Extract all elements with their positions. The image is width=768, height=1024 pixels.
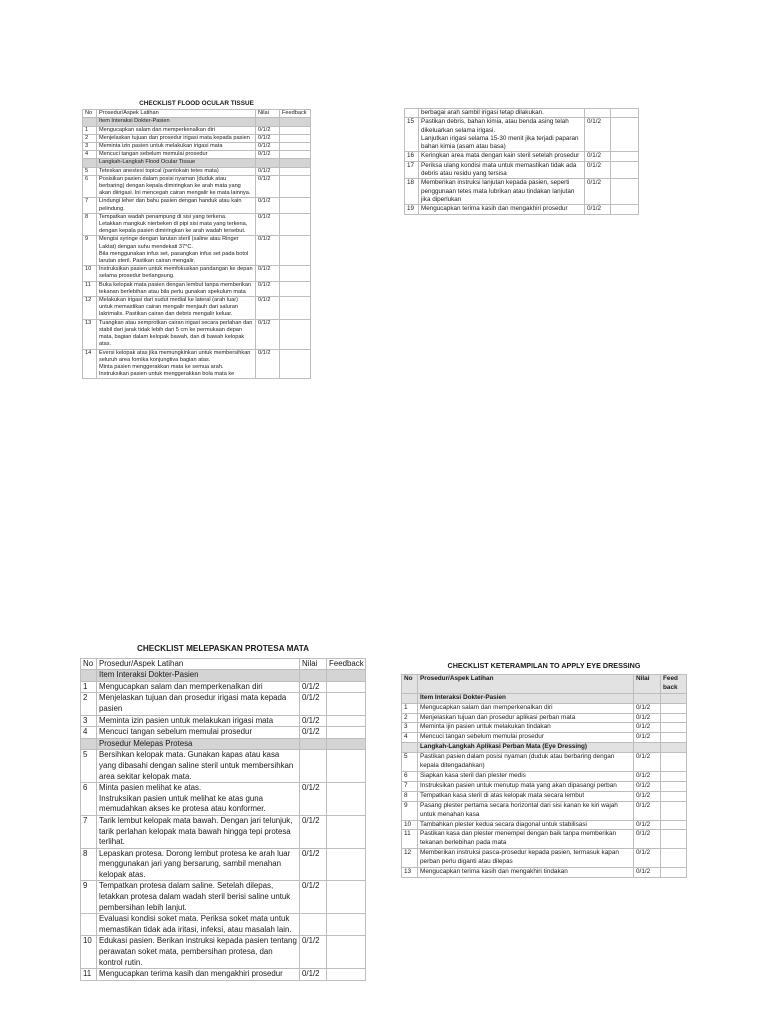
score-value: 0/1/2 — [256, 126, 280, 134]
score-value: 0/1/2 — [300, 727, 327, 739]
procedure-text: Tempatkan kasa steril di atas kelopak mata secara lembut — [418, 791, 634, 801]
feedback-cell — [327, 681, 366, 693]
feedback-cell — [661, 753, 687, 772]
table-row — [405, 152, 639, 161]
score-value: 0/1/2 — [256, 281, 280, 296]
row-number: 4 — [83, 151, 97, 159]
row-number: 6 — [402, 771, 418, 781]
flood-title: CHECKLIST FLOOD OCULAR TISSUE — [139, 100, 254, 107]
procedure-text: Menjelaskan tujuan dan prosedur aplikasi perban mata — [418, 713, 634, 723]
score-value: 0/1/2 — [300, 715, 327, 727]
row-number: 12 — [83, 297, 97, 320]
row-number: 2 — [81, 693, 97, 715]
feedback-cell — [661, 743, 687, 753]
procedure-text: Mencuci tangan sebelum memulai prosedur — [418, 733, 634, 743]
table-row — [402, 849, 687, 868]
table-row — [402, 771, 687, 781]
feedback-cell — [280, 297, 311, 320]
row-number: 4 — [402, 733, 418, 743]
row-number: 14 — [83, 349, 97, 379]
score-value: 0/1/2 — [634, 753, 661, 772]
score-value — [300, 738, 327, 750]
score-value — [634, 693, 661, 703]
table-row — [81, 914, 366, 936]
procedure-text: Mencuci tangan sebelum memulai prosedur — [97, 151, 256, 159]
row-number: 6 — [81, 783, 97, 816]
column-header: No — [81, 658, 97, 670]
table-row — [83, 236, 311, 266]
feedback-cell — [280, 126, 311, 134]
row-number: 15 — [405, 118, 419, 152]
feedback-cell — [661, 849, 687, 868]
row-number — [402, 693, 418, 703]
dressing-title: CHECKLIST KETERAMPILAN TO APPLY EYE DRESSING — [447, 661, 641, 670]
feedback-cell — [661, 801, 687, 820]
score-value: 0/1/2 — [300, 969, 327, 981]
column-header: Feed back — [661, 674, 687, 693]
section-row — [81, 670, 366, 682]
table-row — [83, 134, 311, 142]
procedure-text: Evaluasi kondisi soket mata. Periksa soket mata untuk memastikan tidak ada iritasi, infeksi, atau masalah lain. — [97, 914, 300, 936]
procedure-text: Eversi kelopak atas jika memungkinkan untuk membersihkan seluruh area fornika konjungtiva bagian atas. Minta pasien menggerakkan mata ke semua arah. Instruksikan pasien untuk menggerakkan bola mata ke — [97, 349, 256, 379]
feedback-cell — [280, 159, 311, 167]
feedback-cell — [327, 848, 366, 881]
feedback-cell — [327, 727, 366, 739]
row-number: 7 — [402, 781, 418, 791]
feedback-cell — [661, 693, 687, 703]
score-value: 0/1/2 — [256, 167, 280, 175]
table-row — [83, 151, 311, 159]
score-value: 0/1/2 — [585, 179, 611, 205]
score-value: 0/1/2 — [300, 936, 327, 969]
table-row — [83, 143, 311, 151]
procedure-text: Pasang plester pertama secara horizontal dari sisi kanan ke kiri wajah untuk menahan kasa — [418, 801, 634, 820]
score-value: 0/1/2 — [634, 781, 661, 791]
section-row — [83, 118, 311, 126]
score-value: 0/1/2 — [634, 849, 661, 868]
procedure-text: Mengucapkan terima kasih dan mengakhiri prosedur — [419, 205, 585, 214]
row-number: 7 — [83, 198, 97, 213]
procedure-text: Langkah-Langkah Flood Ocular Tissue — [97, 159, 256, 167]
procedure-text: berbagai arah sambil irigasi tetap dilakukan. — [419, 109, 585, 118]
score-value: 0/1/2 — [585, 161, 611, 179]
procedure-text: Posisikan pasien dalam posisi nyaman (duduk atau berbaring) dengan kepala dimiringkan ke arah mata yang akan diirigasi. Ini mencegah cairan mengalir ke mata lainnya. — [97, 175, 256, 198]
score-value: 0/1/2 — [634, 791, 661, 801]
feedback-cell — [661, 791, 687, 801]
score-value: 0/1/2 — [634, 723, 661, 733]
procedure-text: Bersihkan kelopak mata. Gunakan kapas atau kasa yang dibasahi dengan saline steril untuk membersihkan area sekitar kelopak mata. — [97, 750, 300, 783]
score-value: 0/1/2 — [300, 815, 327, 848]
table-row — [83, 266, 311, 281]
table-row — [402, 820, 687, 830]
procedure-text: Edukasi pasien. Berikan instruksi kepada pasien tentang perawatan soket mata, pembersihan protesa, dan kontrol rutin. — [97, 936, 300, 969]
table-row — [83, 175, 311, 198]
row-number: 8 — [81, 848, 97, 881]
feedback-cell — [661, 830, 687, 849]
procedure-text: Item Interaksi Dokter-Pasien — [97, 670, 300, 682]
feedback-cell — [661, 703, 687, 713]
row-number: 5 — [83, 167, 97, 175]
column-header: Nilai — [634, 674, 661, 693]
score-value: 0/1/2 — [256, 198, 280, 213]
feedback-cell — [280, 319, 311, 349]
table-row — [402, 801, 687, 820]
score-value: 0/1/2 — [634, 771, 661, 781]
flood-checklist — [82, 100, 311, 379]
procedure-text: Item Interaksi Dokter-Pasien — [97, 118, 256, 126]
feedback-cell — [280, 151, 311, 159]
score-value: 0/1/2 — [585, 205, 611, 214]
procedure-text: Tarik lembut kelopak mata bawah. Dengan jari telunjuk, tarik perlahan kelopak mata bawah hingga tepi protesa terlihat. — [97, 815, 300, 848]
feedback-cell — [327, 783, 366, 816]
procedure-text: Tuangkan atau semprotkan cairan irigasi secara perlahan dan stabil dari jarak tidak lebih dari 5 cm ke permukaan depan mata, bagian dalam kelopak bawah, dan di bawah kelopak atas. — [97, 319, 256, 349]
feedback-cell — [280, 349, 311, 379]
row-number: 16 — [405, 152, 419, 161]
row-number: 8 — [83, 213, 97, 236]
feedback-cell — [327, 693, 366, 715]
procedure-text: Melakukan irigasi dari sudut medial ke lateral (arah luar) untuk memastikan cairan mengalir menjauh dari saluran lakrimalis. Pastikan cairan dan debris mengalir keluar. — [97, 297, 256, 320]
column-header: Nilai — [300, 658, 327, 670]
score-value: 0/1/2 — [634, 703, 661, 713]
feedback-cell — [661, 733, 687, 743]
feedback-cell — [327, 969, 366, 981]
table-row — [83, 349, 311, 379]
score-value: 0/1/2 — [634, 733, 661, 743]
feedback-cell — [327, 738, 366, 750]
row-number: 3 — [402, 723, 418, 733]
row-number: 19 — [405, 205, 419, 214]
score-value: 0/1/2 — [256, 349, 280, 379]
section-row — [81, 738, 366, 750]
flood-continuation-table — [404, 108, 639, 215]
row-number: 1 — [83, 126, 97, 134]
row-number: 3 — [83, 143, 97, 151]
score-value — [256, 159, 280, 167]
table-row — [402, 781, 687, 791]
table-row — [402, 733, 687, 743]
header-row — [83, 110, 311, 118]
score-value: 0/1/2 — [256, 297, 280, 320]
table-row — [81, 881, 366, 914]
feedback-cell — [327, 936, 366, 969]
score-value: 0/1/2 — [256, 213, 280, 236]
flood-continuation — [404, 108, 639, 215]
score-value: 0/1/2 — [256, 151, 280, 159]
score-value: 0/1/2 — [585, 118, 611, 152]
row-number — [405, 109, 419, 118]
procedure-text: Prosedur Melepas Protesa — [97, 738, 300, 750]
table-row — [83, 281, 311, 296]
score-value: 0/1/2 — [300, 681, 327, 693]
table-row — [83, 198, 311, 213]
feedback-cell — [280, 118, 311, 126]
procedure-text: Mengucapkan salam dan memperkenalkan diri — [97, 126, 256, 134]
score-value — [634, 743, 661, 753]
procedure-text: Periksa ulang kondisi mata untuk memastikan tidak ada debris atau residu yang tersisa — [419, 161, 585, 179]
procedure-text: Mengucapkan salam dan memperkenalkan diri — [97, 681, 300, 693]
table-row — [402, 753, 687, 772]
section-row — [83, 159, 311, 167]
row-number — [81, 670, 97, 682]
table-row — [83, 126, 311, 134]
score-value — [256, 118, 280, 126]
feedback-cell — [611, 179, 639, 205]
row-number: 18 — [405, 179, 419, 205]
table-row — [83, 319, 311, 349]
score-value: 0/1/2 — [256, 236, 280, 266]
row-number: 8 — [402, 791, 418, 801]
score-value: 0/1/2 — [300, 783, 327, 816]
score-value: 0/1/2 — [634, 820, 661, 830]
feedback-cell — [611, 161, 639, 179]
column-header: No — [83, 110, 97, 118]
row-number: 11 — [83, 281, 97, 296]
feedback-cell — [327, 715, 366, 727]
procedure-text: Menjelaskan tujuan dan prosedur irigasi mata kepada pasien — [97, 134, 256, 142]
procedure-text: Lindungi leher dan bahu pasien dengan handuk atau kain pelindung. — [97, 198, 256, 213]
procedure-text: Meminta izin pasien untuk melakukan irigasi mata — [97, 715, 300, 727]
score-value: 0/1/2 — [300, 693, 327, 715]
header-row — [402, 674, 687, 693]
feedback-cell — [280, 143, 311, 151]
procedure-text: Mengisi syringe dengan larutan steril (saline atau Ringer Laktat) dengan suhu mendekati 37°C. Bila menggunakan infus set, pasangkan infus set pada botol larutan steril. Pastikan cairan mengalir. — [97, 236, 256, 266]
feedback-cell — [280, 213, 311, 236]
table-row — [81, 681, 366, 693]
procedure-text: Siapkan kasa steril dan plester medis — [418, 771, 634, 781]
procedure-text: Pastikan debris, bahan kimia, atau benda asing telah dikeluarkan selama irigasi. Lanjutkan irigasi selama 15-30 menit jika terjadi paparan bahan kimia (asam atau basa) — [419, 118, 585, 152]
procedure-text: Mencuci tangan sebelum memulai prosedur — [97, 727, 300, 739]
procedure-text: Mengucapkan terima kasih dan mengakhiri tindakan — [418, 868, 634, 878]
column-header: Prosedur/Aspek Latihan — [418, 674, 634, 693]
table-row — [81, 727, 366, 739]
dressing-checklist — [401, 662, 687, 878]
row-number: 9 — [83, 236, 97, 266]
procedure-text: Menjelaskan tujuan dan prosedur irigasi mata kepada pasien — [97, 693, 300, 715]
score-value: 0/1/2 — [300, 881, 327, 914]
score-value: 0/1/2 — [256, 175, 280, 198]
column-header: Prosedur/Aspek Latihan — [97, 658, 300, 670]
score-value — [300, 914, 327, 936]
feedback-cell — [327, 670, 366, 682]
feedback-cell — [661, 868, 687, 878]
score-value: 0/1/2 — [256, 319, 280, 349]
table-row — [405, 161, 639, 179]
feedback-cell — [280, 134, 311, 142]
procedure-text: Tambahkan plester kedua secara diagonal untuk stabilisasi — [418, 820, 634, 830]
table-row — [81, 848, 366, 881]
row-number: 6 — [83, 175, 97, 198]
procedure-text: Buka kelopak mata pasien dengan lembut tanpa memberikan tekanan berlebihan atau bila perlu gunakan spekulum mata — [97, 281, 256, 296]
protesa-checklist — [80, 644, 366, 981]
score-value: 0/1/2 — [634, 830, 661, 849]
score-value: 0/1/2 — [634, 713, 661, 723]
score-value: 0/1/2 — [585, 152, 611, 161]
dressing-table — [401, 674, 687, 878]
column-header: Nilai — [256, 110, 280, 118]
table-row — [405, 109, 639, 118]
table-row — [405, 205, 639, 214]
score-value: 0/1/2 — [634, 868, 661, 878]
table-row — [405, 179, 639, 205]
score-value: 0/1/2 — [634, 801, 661, 820]
protesa-table — [80, 658, 366, 981]
feedback-cell — [327, 750, 366, 783]
column-header: No — [402, 674, 418, 693]
feedback-cell — [611, 205, 639, 214]
feedback-cell — [280, 167, 311, 175]
row-number: 4 — [81, 727, 97, 739]
row-number: 1 — [402, 703, 418, 713]
table-row — [83, 213, 311, 236]
feedback-cell — [280, 266, 311, 281]
procedure-text: Langkah-Langkah Aplikasi Perban Mata (Eye Dressing) — [418, 743, 634, 753]
feedback-cell — [280, 175, 311, 198]
feedback-cell — [611, 118, 639, 152]
table-row — [81, 750, 366, 783]
feedback-cell — [661, 820, 687, 830]
flood-table — [82, 109, 311, 379]
section-row — [402, 743, 687, 753]
row-number: 1 — [81, 681, 97, 693]
table-row — [81, 969, 366, 981]
procedure-text: Tempatkan wadah penampung di sisi yang terkena. Letakkan mangkuk nierbeken di pipi sisi mata yang terkena, dengan kepala pasien dimiringkan ke arah wadah tersebut. — [97, 213, 256, 236]
feedback-cell — [280, 198, 311, 213]
table-row — [405, 118, 639, 152]
table-row — [81, 693, 366, 715]
section-row — [402, 693, 687, 703]
row-number — [402, 743, 418, 753]
feedback-cell — [611, 109, 639, 118]
row-number: 10 — [81, 936, 97, 969]
table-row — [402, 713, 687, 723]
procedure-text: Lepaskan protesa. Dorong lembut protesa ke arah luar menggunakan jari yang bersarung, sambil menahan kelopak atas. — [97, 848, 300, 881]
score-value — [585, 109, 611, 118]
column-header: Feedback — [327, 658, 366, 670]
feedback-cell — [327, 815, 366, 848]
header-row — [81, 658, 366, 670]
table-row — [83, 167, 311, 175]
row-number — [83, 159, 97, 167]
row-number: 2 — [83, 134, 97, 142]
feedback-cell — [280, 236, 311, 266]
score-value: 0/1/2 — [300, 848, 327, 881]
row-number: 10 — [402, 820, 418, 830]
row-number — [83, 118, 97, 126]
procedure-text: Instruksikan pasien untuk menutup mata yang akan dipasangi perban — [418, 781, 634, 791]
feedback-cell — [280, 281, 311, 296]
column-header: Prosedur/Aspek Latihan — [97, 110, 256, 118]
feedback-cell — [327, 881, 366, 914]
row-number: 2 — [402, 713, 418, 723]
feedback-cell — [661, 723, 687, 733]
procedure-text: Mengucapkan terima kasih dan mengakhiri prosedur — [97, 969, 300, 981]
row-number — [81, 914, 97, 936]
procedure-text: Instruksikan pasien untuk memfokuskan pandangan ke depan selama prosedur berlangsung. — [97, 266, 256, 281]
procedure-text: Keringkan area mata dengan kain steril setelah prosedur — [419, 152, 585, 161]
score-value: 0/1/2 — [256, 134, 280, 142]
table-row — [402, 868, 687, 878]
table-row — [81, 815, 366, 848]
feedback-cell — [661, 713, 687, 723]
row-number: 9 — [81, 881, 97, 914]
table-row — [81, 783, 366, 816]
score-value — [300, 750, 327, 783]
table-row — [402, 830, 687, 849]
feedback-cell — [661, 781, 687, 791]
table-row — [402, 703, 687, 713]
row-number: 5 — [81, 750, 97, 783]
feedback-cell — [611, 152, 639, 161]
row-number: 9 — [402, 801, 418, 820]
score-value — [300, 670, 327, 682]
protesa-title: CHECKLIST MELEPASKAN PROTESA MATA — [136, 644, 310, 653]
row-number: 13 — [83, 319, 97, 349]
row-number: 5 — [402, 753, 418, 772]
table-row — [81, 936, 366, 969]
row-number: 7 — [81, 815, 97, 848]
score-value: 0/1/2 — [256, 143, 280, 151]
row-number: 12 — [402, 849, 418, 868]
procedure-text: Pastikan kasa dan plester menempel dengan baik tanpa memberikan tekanan berlebihan pada mata — [418, 830, 634, 849]
procedure-text: Item Interaksi Dokter-Pasien — [418, 693, 634, 703]
table-row — [83, 297, 311, 320]
row-number: 11 — [81, 969, 97, 981]
table-row — [402, 723, 687, 733]
column-header: Feedback — [280, 110, 311, 118]
procedure-text: Pastikan pasien dalam posisi nyaman (duduk atau berbaring dengan kepala ditengadahkan) — [418, 753, 634, 772]
row-number — [81, 738, 97, 750]
row-number: 3 — [81, 715, 97, 727]
procedure-text: Tempatkan protesa dalam saline. Setelah dilepas, letakkan protesa dalam wadah steril berisi saline untuk pembersihan lebih lanjut. — [97, 881, 300, 914]
procedure-text: Mengucapkan salam dan memperkenalkan diri — [418, 703, 634, 713]
row-number: 11 — [402, 830, 418, 849]
row-number: 17 — [405, 161, 419, 179]
score-value: 0/1/2 — [256, 266, 280, 281]
procedure-text: Meminta ijin pasien untuk melakukan tindakan — [418, 723, 634, 733]
procedure-text: Minta pasien melihat ke atas. Instruksikan pasien untuk melihat ke atas guna memudahkan akses ke protesa atau konformer. — [97, 783, 300, 816]
feedback-cell — [327, 914, 366, 936]
table-row — [81, 715, 366, 727]
procedure-text: Memberikan instruksi pasca-prosedur kepada pasien, termasuk kapan perban perlu diganti atau dilepas — [418, 849, 634, 868]
table-row — [402, 791, 687, 801]
row-number: 13 — [402, 868, 418, 878]
procedure-text: Memberikan instruksi lanjutan kepada pasien, seperti penggunaan tetes mata lubrikan atau tindakan lanjutan jika diperlukan — [419, 179, 585, 205]
procedure-text: Teteskan anestesi topical (pantokain tetes mata) — [97, 167, 256, 175]
row-number: 10 — [83, 266, 97, 281]
feedback-cell — [661, 771, 687, 781]
procedure-text: Meminta izin pasien untuk melakukan irigasi mata — [97, 143, 256, 151]
